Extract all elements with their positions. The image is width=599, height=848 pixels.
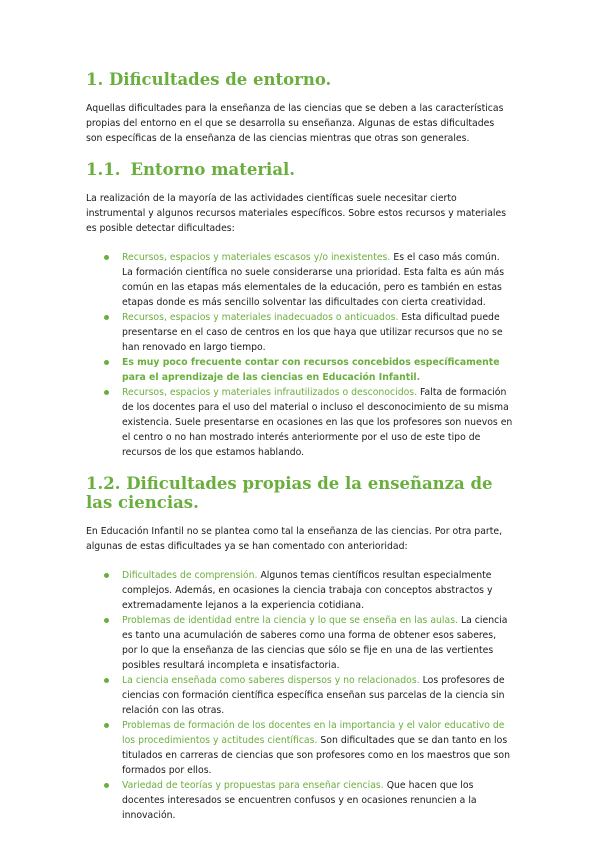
- bullet-icon: [104, 390, 109, 395]
- bullet-list-dificultades-propias: [86, 568, 513, 823]
- bullet-icon: [104, 723, 109, 728]
- item-text: Los profesores de ciencias con formación científica específica enseñan sus parcelas de la ciencia sin relación con las otras.: [122, 675, 505, 716]
- bullet-icon: [104, 678, 109, 683]
- subsection-title-text: Entorno material.: [130, 160, 296, 179]
- subsection-title-text: Dificultades propias de la enseñanza de las ciencias.: [86, 474, 493, 512]
- list-item: [86, 250, 513, 310]
- item-text: Algunos temas científicos resultan especialmente complejos. Además, en ocasiones la ciencia trabaja con conceptos abstractos y extremadamente lejanos a la experiencia cotidiana.: [122, 570, 493, 611]
- list-item: [86, 613, 513, 673]
- list-item: [86, 718, 513, 778]
- bullet-icon: [104, 618, 109, 623]
- list-item: [86, 355, 513, 385]
- subsection-title-entorno-material: [86, 160, 513, 179]
- bullet-list-entorno-material: [86, 250, 513, 460]
- item-text: Son dificultades que se dan tanto en los titulados en carreras de ciencias que son profesores como en los maestros que son formados por ellos.: [122, 735, 511, 776]
- list-item: [86, 568, 513, 613]
- subsection-title-dificultades-propias: [86, 474, 513, 512]
- bullet-icon: [104, 315, 109, 320]
- bullet-icon: [104, 360, 109, 365]
- item-text: Es el caso más común. La formación científica no suele considerarse una prioridad. Esta falta es aún más común en las etapas más elementales de la educación, pero es también en estas etapas donde es más sencillo solventar las dificultades con cierta creatividad.: [122, 252, 505, 308]
- bullet-icon: [104, 783, 109, 788]
- item-highlight: Recursos, espacios y materiales inadecuados o anticuados.: [122, 312, 399, 323]
- item-highlight: Problemas de identidad entre la ciencia y lo que se enseña en las aulas.: [122, 615, 459, 626]
- bullet-icon: [104, 573, 109, 578]
- list-item: [86, 385, 513, 460]
- list-item: [86, 310, 513, 355]
- list-item: [86, 673, 513, 718]
- item-highlight: Recursos, espacios y materiales infrautilizados o desconocidos.: [122, 387, 418, 398]
- item-text: Esta dificultad puede presentarse en el caso de centros en los que haya que utilizar recursos que no se han renovado en largo tiempo.: [122, 312, 503, 353]
- subsection-intro-paragraph: En Educación Infantil no se plantea como tal la enseñanza de las ciencias. Por otra parte, algunas de estas dificultades ya se han comentado con anterioridad:: [86, 526, 503, 552]
- item-text: Falta de formación de los docentes para el uso del material o incluso el desconocimiento de su misma existencia. Suele presentarse en ocasiones en las que los profesores son nuevos en el centro o no han mostrado interés anteriormente por el uso de este tipo de recursos de los que estamos hablando.: [122, 387, 513, 458]
- subsection-intro-paragraph: La realización de la mayoría de las actividades científicas suele necesitar cierto instrumental y algunos recursos materiales específicos. Sobre estos recursos y materiales es posible detectar dificultades:: [86, 193, 507, 234]
- item-highlight: Recursos, espacios y materiales escasos y/o inexistentes.: [122, 252, 391, 263]
- item-highlight: Es muy poco frecuente contar con recursos concebidos específicamente para el aprendizaje de las ciencias en Educación Infantil.: [122, 357, 500, 383]
- item-highlight: Variedad de teorías y propuestas para enseñar ciencias.: [122, 780, 384, 791]
- section-intro-paragraph: Aquellas dificultades para la enseñanza de las ciencias que se deben a las características propias del entorno en el que se desarrolla su enseñanza. Algunas de estas dificultades son específicas de la enseñanza de las ciencias mientras que otras son generales.: [86, 103, 504, 144]
- list-item: [86, 778, 513, 823]
- section-title-dificultades-entorno: 1. Dificultades de entorno.: [86, 70, 332, 89]
- subsection-number: 1.2.: [86, 474, 121, 493]
- subsection-number: 1.1.: [86, 160, 121, 179]
- bullet-icon: [104, 255, 109, 260]
- item-highlight: Dificultades de comprensión.: [122, 570, 258, 581]
- item-text: La ciencia es tanto una acumulación de saberes como una forma de obtener esos saberes, por lo que la enseñanza de las ciencias que sólo se fije en una de las vertientes posibles resultará incompleta e insatisfactoria.: [122, 615, 508, 671]
- item-text: Que hacen que los docentes interesados se encuentren confusos y en ocasiones renuncien a la innovación.: [122, 780, 477, 821]
- item-highlight: Problemas de formación de los docentes en la importancia y el valor educativo de los procedimientos y actitudes científicas.: [122, 720, 505, 746]
- item-highlight: La ciencia enseñada como saberes dispersos y no relacionados.: [122, 675, 420, 686]
